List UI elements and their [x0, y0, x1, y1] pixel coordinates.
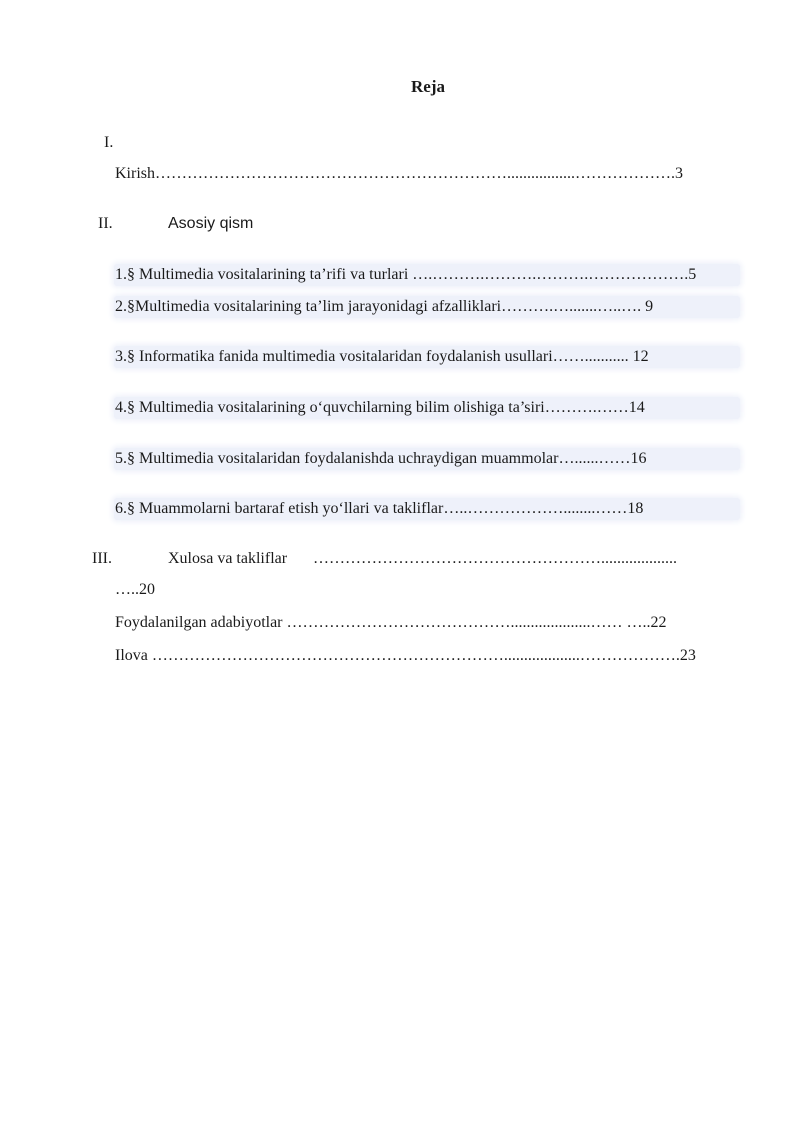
toc-entry-1: 1.§ Multimedia vositalarining ta’rifi va turlari ….……….……….……….……………….5: [115, 266, 697, 283]
section-number-1: I.: [104, 134, 114, 151]
page-title: Reja: [411, 77, 445, 96]
toc-entry-kirish: Kirish………………………………………………………….................……………….3: [115, 165, 683, 182]
section-heading-xulosa: Xulosa va takliflar: [168, 550, 288, 567]
section-heading-asosiy: Asosiy qism: [168, 215, 254, 232]
toc-entry-6: 6.§ Muammolarni bartaraf etish yo‘llari va takliflar…..………………........……18: [115, 500, 644, 517]
toc-entry-references: Foydalanilgan adabiyotlar ……………………………………....................…… …..22: [115, 614, 667, 631]
section-number-2: II.: [98, 215, 113, 232]
toc-entry-2: 2.§Multimedia vositalarining ta’lim jarayonidagi afzalliklari……….….......…..…. 9: [115, 298, 654, 315]
toc-page-xulosa: …..20: [115, 581, 155, 598]
toc-entry-appendix: Ilova …………………………………………………………...................……………….23: [115, 647, 696, 664]
toc-entry-4: 4.§ Multimedia vositalarining o‘quvchilarning bilim olishiga ta’siri……….……14: [115, 399, 645, 416]
toc-entry-5: 5.§ Multimedia vositalaridan foydalanishda uchraydigan muammolar…......……16: [115, 450, 647, 467]
toc-entry-3: 3.§ Informatika fanida multimedia vositalaridan foydalanish usullari……........... 12: [115, 348, 649, 365]
section-number-3: III.: [92, 550, 112, 567]
toc-dots-xulosa: ………………………………………………...................: [313, 550, 677, 567]
